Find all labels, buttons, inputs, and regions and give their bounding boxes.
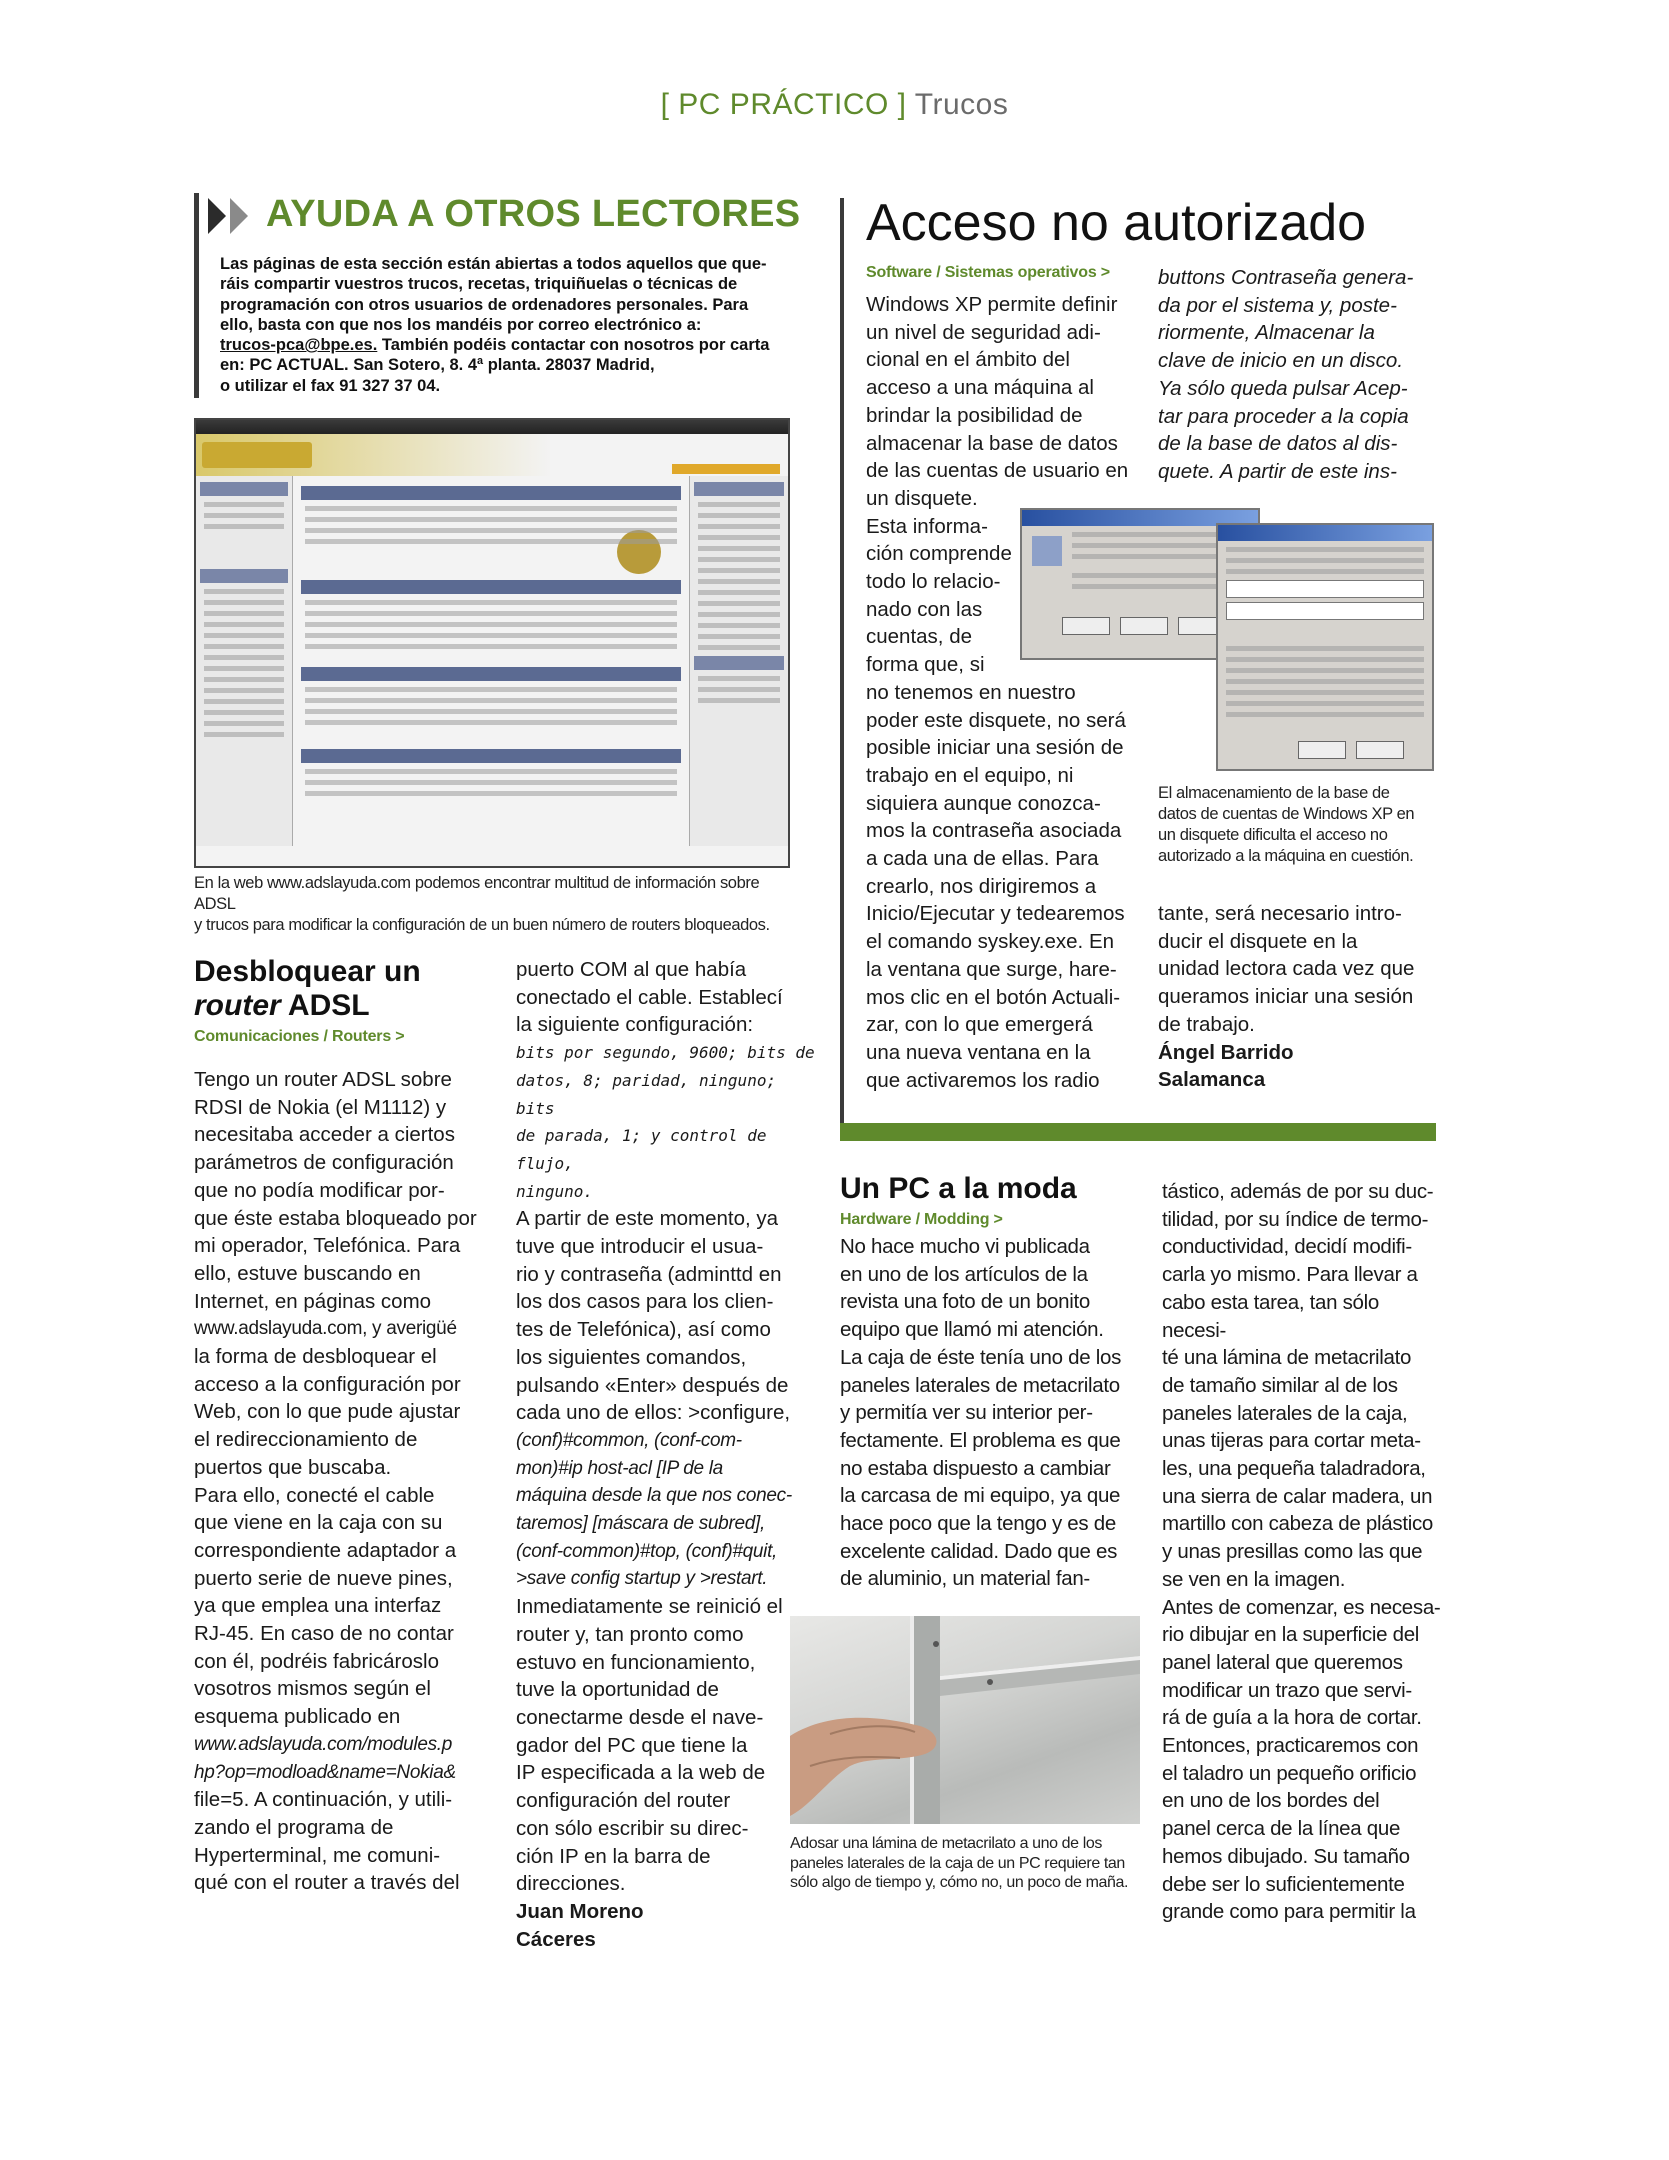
text-line: hp?op=modload&name=Nokia& [194,1761,456,1783]
text-line: tuve que introducir el usua- [516,1235,764,1259]
acceso-title: Acceso no autorizado [866,194,1367,252]
text-line: todo lo relacio- [866,570,1001,594]
text-line: riormente, Almacenar la [1158,321,1375,345]
text-line: www.adslayuda.com, y averigüé [194,1318,457,1340]
text-line: los siguientes comandos, [516,1345,747,1369]
text-line: una nueva ventana en la [866,1040,1091,1064]
ayuda-intro-line: en: PC ACTUAL. San Sotero, 8. 4ª planta. 28037 Madrid, [220,356,655,375]
acceso-vertical-rule [840,198,844,1123]
text-line: zar, con lo que emergerá [866,1013,1093,1037]
text-line: Inicio/Ejecutar y tedearemos [866,902,1125,926]
text-line: máquina desde la que nos conec- [516,1485,792,1507]
hand-holding-panel-illustration [790,1616,1140,1824]
text-line: tilidad, por su índice de termo- [1162,1207,1429,1231]
text-line: la forma de desbloquear el [194,1345,437,1369]
text-line: configuración del router [516,1789,731,1813]
text-line: Internet, en páginas como [194,1289,432,1313]
text-line: La caja de éste tenía uno de los [840,1345,1122,1369]
text-line: modificar un trazo que servi- [1162,1678,1412,1702]
caption-line: datos de cuentas de Windows XP en [1158,805,1415,823]
text-line: de aluminio, un material fan- [840,1567,1090,1591]
text-line: paneles laterales de metacrilato [840,1373,1120,1397]
text-line: en uno de los artículos de la [840,1262,1088,1286]
caption-line: y trucos para modificar la configuración de un buen número de routers bloqueados. [194,916,770,934]
text-line: rio y contraseña (adminttd en [516,1262,782,1286]
caption-line: sólo algo de tiempo y, cómo no, un poco de maña. [790,1874,1129,1891]
text-line: nado con las [866,597,983,621]
author-city: Salamanca [1158,1068,1266,1092]
text-line: los dos casos para los clien- [516,1290,774,1314]
text-line: vosotros mismos según el [194,1677,431,1701]
ayuda-vertical-rule [194,193,199,398]
text-line: Web, con lo que pude ajustar [194,1400,461,1424]
ayuda-intro-line: ello, basta con que nos los mandéis por correo electrónico a: [220,315,702,334]
text-line: necesitaba acceder a ciertos [194,1123,455,1147]
ayuda-intro-line: ráis compartir vuestros trucos, recetas, triquiñuelas o técnicas de [220,275,738,294]
ayuda-intro-line: o utilizar el fax 91 327 37 04. [220,376,441,395]
caption-line: autorizado a la máquina en cuestión. [1158,847,1414,865]
text-line: de parada, 1; y control de flujo, [516,1126,767,1173]
text-line: se ven en la imagen. [1162,1567,1346,1591]
acceso-column-1 [866,291,1156,1094]
text-line: conductividad, decidí modifi- [1162,1235,1412,1259]
syskey-dialog-image [1216,523,1434,771]
text-line: Ya sólo queda pulsar Acep- [1158,376,1408,400]
text-line: y permitía ver su interior per- [840,1401,1093,1425]
text-line: No hace mucho vi publicada [840,1235,1090,1258]
text-line: paneles laterales de la caja, [1162,1401,1408,1425]
text-line: almacenar la base de datos [866,431,1118,455]
text-line: poder este disquete, no será [866,708,1126,732]
text-line: Entonces, practicaremos con [1162,1734,1419,1758]
text-line: la siguiente configuración: [516,1013,754,1037]
text-line: gador del PC que tiene la [516,1733,748,1757]
router-column-1 [194,1066,494,1897]
text-line: Hyperterminal, me comuni- [194,1843,441,1867]
text-line: IP especificada a la web de [516,1761,766,1785]
moda-category: Hardware / Modding > [840,1211,1003,1228]
text-line: el comando syskey.exe. En [866,930,1115,954]
text-line: de trabajo. [1158,1012,1255,1036]
text-line: ducir el disquete en la [1158,929,1358,953]
ayuda-intro-line [220,335,800,355]
text-line: les, una pequeña taladradora, [1162,1457,1426,1481]
moda-column-2 [1162,1178,1442,1926]
text-line: estuvo en funcionamiento, [516,1650,756,1674]
text-line: mi operador, Telefónica. Para [194,1234,461,1258]
text-line: Tengo un router ADSL sobre [194,1068,452,1091]
text-line: un disquete. [866,486,978,510]
text-line: cada uno de ellos: >configure, [516,1401,791,1425]
text-line: pulsando «Enter» después de [516,1373,789,1397]
caption-line: El almacenamiento de la base de [1158,784,1390,802]
text-line: té una lámina de metacrilato [1162,1346,1412,1370]
text-line: la carcasa de mi equipo, ya que [840,1484,1121,1508]
caption-line: Adosar una lámina de metacrilato a uno de los [790,1835,1102,1852]
text-line: tante, será necesario intro- [1158,902,1402,925]
caption-line: paneles laterales de la caja de un PC requiere tan [790,1854,1125,1872]
router-title-italic: router [194,989,281,1022]
text-line: datos, 8; paridad, ninguno; bits [516,1070,777,1118]
double-arrow-icon [204,196,260,236]
text-line: da por el sistema y, poste- [1158,293,1397,317]
text-line: taremos] [máscara de subred], [516,1513,765,1535]
acceso-figure-caption [1158,783,1428,867]
text-line: Esta informa- [866,514,988,538]
text-line: ya que emplea una interfaz [194,1594,442,1618]
text-line: que no podía modificar por- [194,1178,445,1202]
text-line: Para ello, conecté el cable [194,1483,435,1507]
text-line: hace poco que la tengo y es de [840,1512,1116,1536]
text-line: RDSI de Nokia (el M1112) y [194,1095,447,1119]
text-line: excelente calidad. Dado que es [840,1539,1118,1563]
text-line: forma que, si [866,653,985,677]
text-line: que viene en la caja con su [194,1511,443,1535]
text-line: file=5. A continuación, y utili- [194,1788,453,1812]
moda-title: Un PC a la moda [840,1172,1077,1205]
metacrilato-photo [790,1616,1140,1824]
router-title [194,955,421,1023]
text-line: y unas presillas como las que [1162,1540,1423,1564]
text-line: ello, estuve buscando en [194,1261,421,1285]
email-link[interactable]: trucos-pca@bpe.es. [220,336,378,355]
moda-figure-caption [790,1834,1150,1893]
text-line: quete. A partir de este ins- [1158,459,1397,483]
text-line: cuentas, de [866,625,972,649]
caption-line: En la web www.adslayuda.com podemos encontrar multitud de información sobre ADSL [194,874,760,913]
text-line: mos la contraseña asociada [866,819,1122,843]
ayuda-title: AYUDA A OTROS LECTORES [266,193,801,235]
text-line: www.adslayuda.com/modules.p [194,1733,453,1755]
running-header [0,88,1669,122]
text-line: fectamente. El problema es que [840,1428,1121,1452]
text-line: mon)#ip host-acl [IP de la [516,1457,723,1479]
ayuda-intro [220,254,800,396]
text-line: con sólo escribir su direc- [516,1816,749,1840]
header-subsection: Trucos [914,88,1009,121]
text-line: puerto COM al que había [516,958,747,981]
text-line: que activaremos los radio [866,1068,1100,1092]
acceso-column-2-bottom [1158,900,1428,1094]
text-line: cional en el ámbito del [866,348,1070,372]
text-line: ción IP en la barra de [516,1844,711,1868]
text-line: martillo con cabeza de plástico [1162,1512,1434,1536]
text-line: A partir de este momento, ya [516,1207,779,1231]
text-line: clave de inicio en un disco. [1158,349,1404,373]
text-line: unidad lectora cada vez que [1158,957,1415,981]
text-line: puerto serie de nueve pines, [194,1566,453,1590]
text-line: panel cerca de la línea que [1162,1817,1401,1841]
acceso-column-2-top [1158,264,1428,486]
text-line: tuve la oportunidad de [516,1678,719,1702]
text-line: Windows XP permite definir [866,293,1118,316]
text-line: buttons Contraseña genera- [1158,266,1414,289]
text-line: debe ser lo suficientemente [1162,1872,1405,1896]
text-line: a cada una de ellas. Para [866,847,1099,871]
text-line: tástico, además de por su duc- [1162,1180,1434,1203]
text-line: equipo que llamó mi atención. [840,1318,1104,1342]
text-line: rio dibujar en la superficie del [1162,1623,1420,1647]
acceso-bottom-bar [840,1123,1436,1141]
text-line: que éste estaba bloqueado por [194,1206,477,1230]
author-name: Juan Moreno [516,1899,644,1923]
ayuda-intro-line: programación con otros usuarios de ordenadores personales. Para [220,295,749,314]
text-line: acceso a una máquina al [866,376,1094,400]
ayuda-intro-line-rest: También podéis contactar con nosotros por carta [377,336,770,355]
author-city: Cáceres [516,1927,596,1951]
text-line: posible iniciar una sesión de [866,736,1124,760]
text-line: RJ-45. En caso de no contar [194,1622,454,1646]
text-line: el taladro un pequeño orificio [1162,1761,1417,1785]
header-section: [ PC PRÁCTICO ] [660,88,907,121]
text-line: el redireccionamiento de [194,1428,418,1452]
text-line: con él, podréis fabricároslo [194,1649,439,1673]
text-line: no estaba dispuesto a cambiar [840,1456,1111,1480]
router-title-rest: ADSL [280,989,370,1022]
text-line: >save config startup y >restart. [516,1568,768,1590]
text-line: de la base de datos al dis- [1158,432,1398,456]
text-line: cabo esta tarea, tan sólo necesi- [1162,1290,1380,1342]
text-line: acceso a la configuración por [194,1372,461,1396]
acceso-category: Software / Sistemas operativos > [866,264,1110,281]
router-category: Comunicaciones / Routers > [194,1028,405,1045]
text-line: siquiera aunque conozca- [866,791,1101,815]
text-line: ninguno. [516,1181,594,1201]
text-line: zando el programa de [194,1815,394,1839]
text-line: direcciones. [516,1872,626,1896]
text-line: crearlo, nos dirigiremos a [866,874,1097,898]
text-line: bits por segundo, 9600; bits de [516,1043,815,1063]
text-line: Inmediatamente se reinició el [516,1595,783,1619]
moda-column-1 [840,1233,1150,1593]
text-line: grande como para permitir la [1162,1900,1416,1924]
author-name: Ángel Barrido [1158,1040,1294,1064]
text-line: hemos dibujado. Su tamaño [1162,1844,1410,1868]
text-line: revista una foto de un bonito [840,1290,1091,1314]
text-line: qué con el router a través del [194,1871,460,1895]
ayuda-figure-caption [194,873,794,936]
text-line: de las cuentas de usuario en [866,459,1129,483]
text-line: queramos iniciar una sesión [1158,985,1414,1009]
text-line: puertos que buscaba. [194,1455,392,1479]
text-line: carla yo mismo. Para llevar a [1162,1263,1418,1287]
text-line: correspondiente adaptador a [194,1538,457,1562]
router-title-line: Desbloquear un [194,955,421,988]
text-line: router y, tan pronto como [516,1622,744,1646]
router-column-2 [516,956,816,1953]
text-line: una sierra de calar madera, un [1162,1484,1433,1508]
text-line: de tamaño similar al de los [1162,1373,1398,1397]
text-line: un nivel de seguridad adi- [866,320,1101,344]
text-line: brindar la posibilidad de [866,403,1083,427]
router-title-line [194,989,421,1023]
text-line: Antes de comenzar, es necesa- [1162,1595,1441,1619]
text-line: esquema publicado en [194,1705,401,1729]
text-line: trabajo en el equipo, ni [866,763,1074,787]
text-line: parámetros de configuración [194,1151,454,1175]
text-line: unas tijeras para cortar meta- [1162,1429,1421,1453]
text-line: la ventana que surge, hare- [866,957,1117,981]
text-line: conectarme desde el nave- [516,1705,764,1729]
text-line: ción comprende [866,542,1012,566]
text-line: (conf)#common, (conf-com- [516,1429,742,1451]
text-line: mos clic en el botón Actuali- [866,985,1121,1009]
text-line: rá de guía a la hora de cortar. [1162,1706,1422,1730]
text-line: conectado el cable. Establecí [516,985,783,1009]
text-line: (conf-common)#top, (conf)#quit, [516,1540,778,1562]
ayuda-intro-line: Las páginas de esta sección están abiertas a todos aquellos que que- [220,255,767,273]
caption-line: un disquete dificulta el acceso no [1158,826,1388,844]
text-line: tes de Telefónica), así como [516,1318,771,1342]
text-line: tar para proceder a la copia [1158,404,1409,428]
adslayuda-screenshot [194,418,790,868]
text-line: en uno de los bordes del [1162,1789,1380,1813]
text-line: no tenemos en nuestro [866,680,1076,704]
text-line: panel lateral que queremos [1162,1650,1403,1674]
